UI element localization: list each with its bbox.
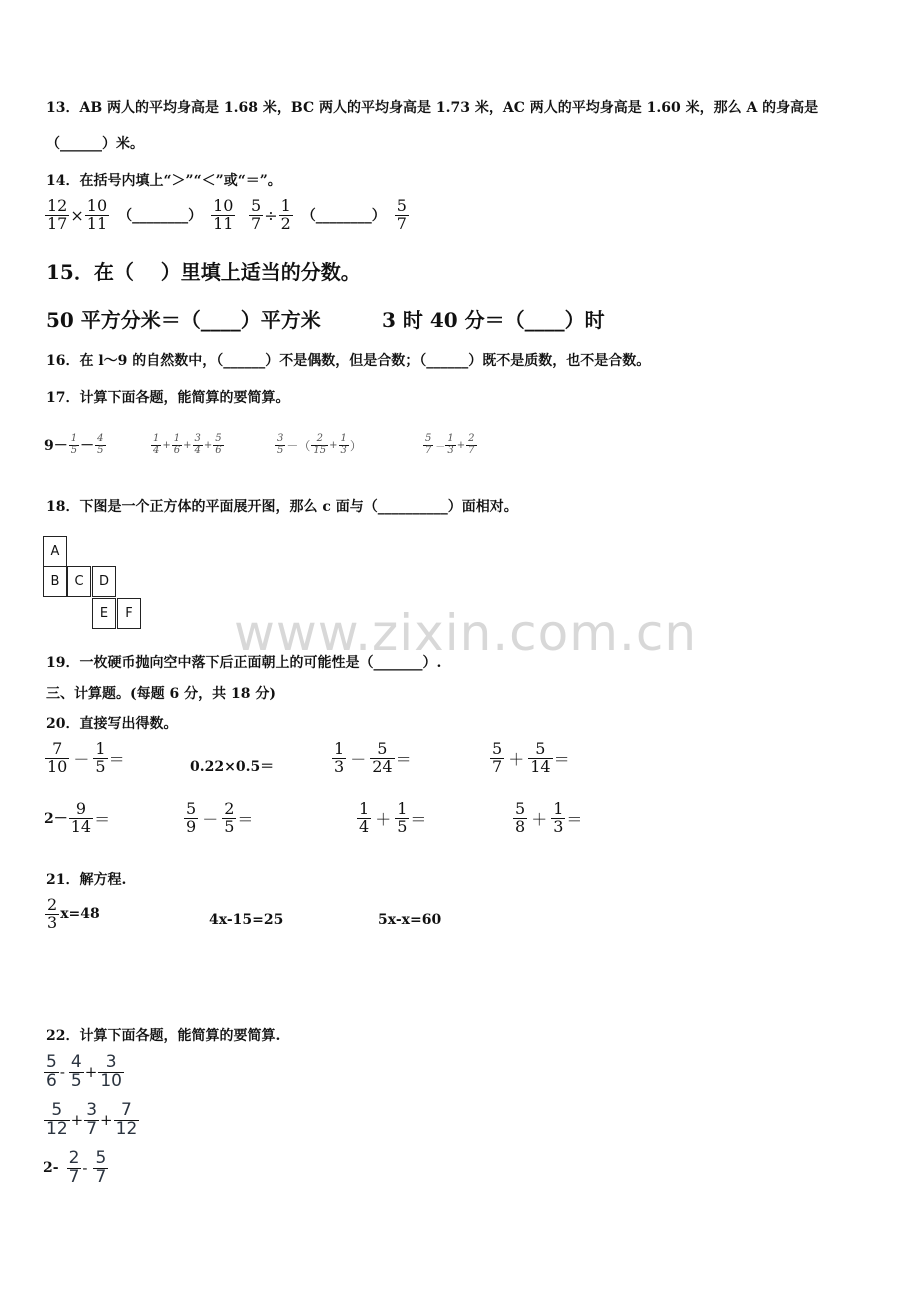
net-face-d: D (92, 566, 116, 597)
watermark: www.zixin.com.cn (234, 604, 698, 662)
q22-expr1: $\frac{5}{6}$ - $\frac{4}{5}$ + $\frac{3}{10}$ (46, 1052, 122, 1091)
q14-text: 14．在括号内填上“＞”“＜”或“＝”。 (46, 173, 282, 189)
q20-r2d: $\frac{5}{8}$ ＋ $\frac{1}{3}$ ＝ (515, 799, 583, 836)
fraction: $\frac{10}{11}$ (213, 196, 234, 233)
answer-blank[interactable]: （________） (118, 208, 203, 225)
q17-text: 17．计算下面各题，能简算的要简算。 (46, 390, 290, 406)
q13-line1: 13．AB 两人的平均身高是 1.68 米，BC 两人的平均身高是 1.73 米，AC 两人的平均身高是 1.60 米，那么 A 的身高是 (46, 100, 819, 116)
q19-text: 19．一枚硬币抛向空中落下后正面朝上的可能性是（_______）. (46, 655, 442, 671)
q15-item2: 3 时 40 分＝（____）时 (382, 308, 605, 332)
q14-expr1: $\frac{12}{17}$ × $\frac{10}{11}$ （________） $\frac{10}{11}$ (47, 196, 234, 233)
q14-expr2: $\frac{5}{7}$ ÷ $\frac{1}{2}$ （________） $\frac{5}{7}$ (251, 196, 407, 233)
q20-r1c: $\frac{1}{3}$ － $\frac{5}{24}$ ＝ (334, 739, 412, 776)
q20-r1d: $\frac{5}{7}$ ＋ $\frac{5}{14}$ ＝ (492, 739, 570, 776)
q20-r2c: $\frac{1}{4}$ ＋ $\frac{1}{5}$ ＝ (359, 799, 427, 836)
net-face-c: C (67, 566, 91, 597)
q17-expr4: $\frac{5}{7}$ － $\frac{1}{3}$ + $\frac{2}{7}$ (425, 433, 475, 456)
q22-text: 22．计算下面各题，能简算的要简算. (46, 1028, 281, 1044)
fraction: $\frac{1}{2}$ (280, 196, 291, 233)
answer-blank[interactable]: （________） (301, 208, 386, 225)
q15-item1: 50 平方分米＝（____）平方米 (46, 308, 321, 332)
fraction: $\frac{12}{17}$ (47, 196, 68, 233)
q16-text: 16．在 l～9 的自然数中，（______）不是偶数，但是合数；（______）既不是质数，也不是合数。 (46, 353, 651, 369)
q20-r2a: 2－ $\frac{9}{14}$ ＝ (44, 799, 111, 836)
q21-eq2: 4x-15=25 (209, 912, 284, 928)
fraction: $\frac{5}{7}$ (251, 196, 262, 233)
q20-text: 20．直接写出得数。 (46, 716, 178, 732)
fraction: $\frac{10}{11}$ (86, 196, 108, 233)
net-face-a: A (43, 536, 67, 567)
q18-text: 18．下图是一个正方体的平面展开图，那么 c 面与（__________）面相对。 (46, 499, 518, 515)
q15-text: 15．在（ ）里填上适当的分数。 (46, 260, 361, 284)
q17-expr1: 9－ $\frac{1}{5}$ － $\frac{4}{5}$ (44, 433, 104, 456)
q17-expr3: $\frac{3}{5}$ －（ $\frac{2}{15}$ + $\frac{1}{3}$ ） (277, 433, 362, 456)
q22-expr2: $\frac{5}{12}$ + $\frac{3}{7}$ + $\frac{7}{12}$ (46, 1100, 138, 1139)
q20-r1b: 0.22×0.5＝ (190, 759, 275, 775)
net-face-b: B (43, 566, 67, 597)
fraction: $\frac{5}{7}$ (396, 196, 407, 233)
q21-text: 21．解方程. (46, 872, 127, 888)
section-heading: 三、计算题。(每题 6 分，共 18 分) (46, 686, 276, 702)
q21-eq1: $\frac{2}{3}$ x=48 (47, 895, 100, 932)
q20-r2b: $\frac{5}{9}$ － $\frac{2}{5}$ ＝ (186, 799, 254, 836)
net-face-e: E (92, 598, 116, 629)
q13-line2: （______）米。 (46, 136, 144, 152)
q21-eq3: 5x-x=60 (378, 912, 442, 928)
q17-expr2: $\frac{1}{4}$ + $\frac{1}{6}$ + $\frac{3}{4}$ + $\frac{5}{6}$ (153, 433, 222, 456)
net-face-f: F (117, 598, 141, 629)
q20-r1a: $\frac{7}{10}$ － $\frac{1}{5}$ ＝ (47, 739, 125, 776)
q22-expr3: 2- $\frac{2}{7}$ - $\frac{5}{7}$ (43, 1148, 107, 1187)
